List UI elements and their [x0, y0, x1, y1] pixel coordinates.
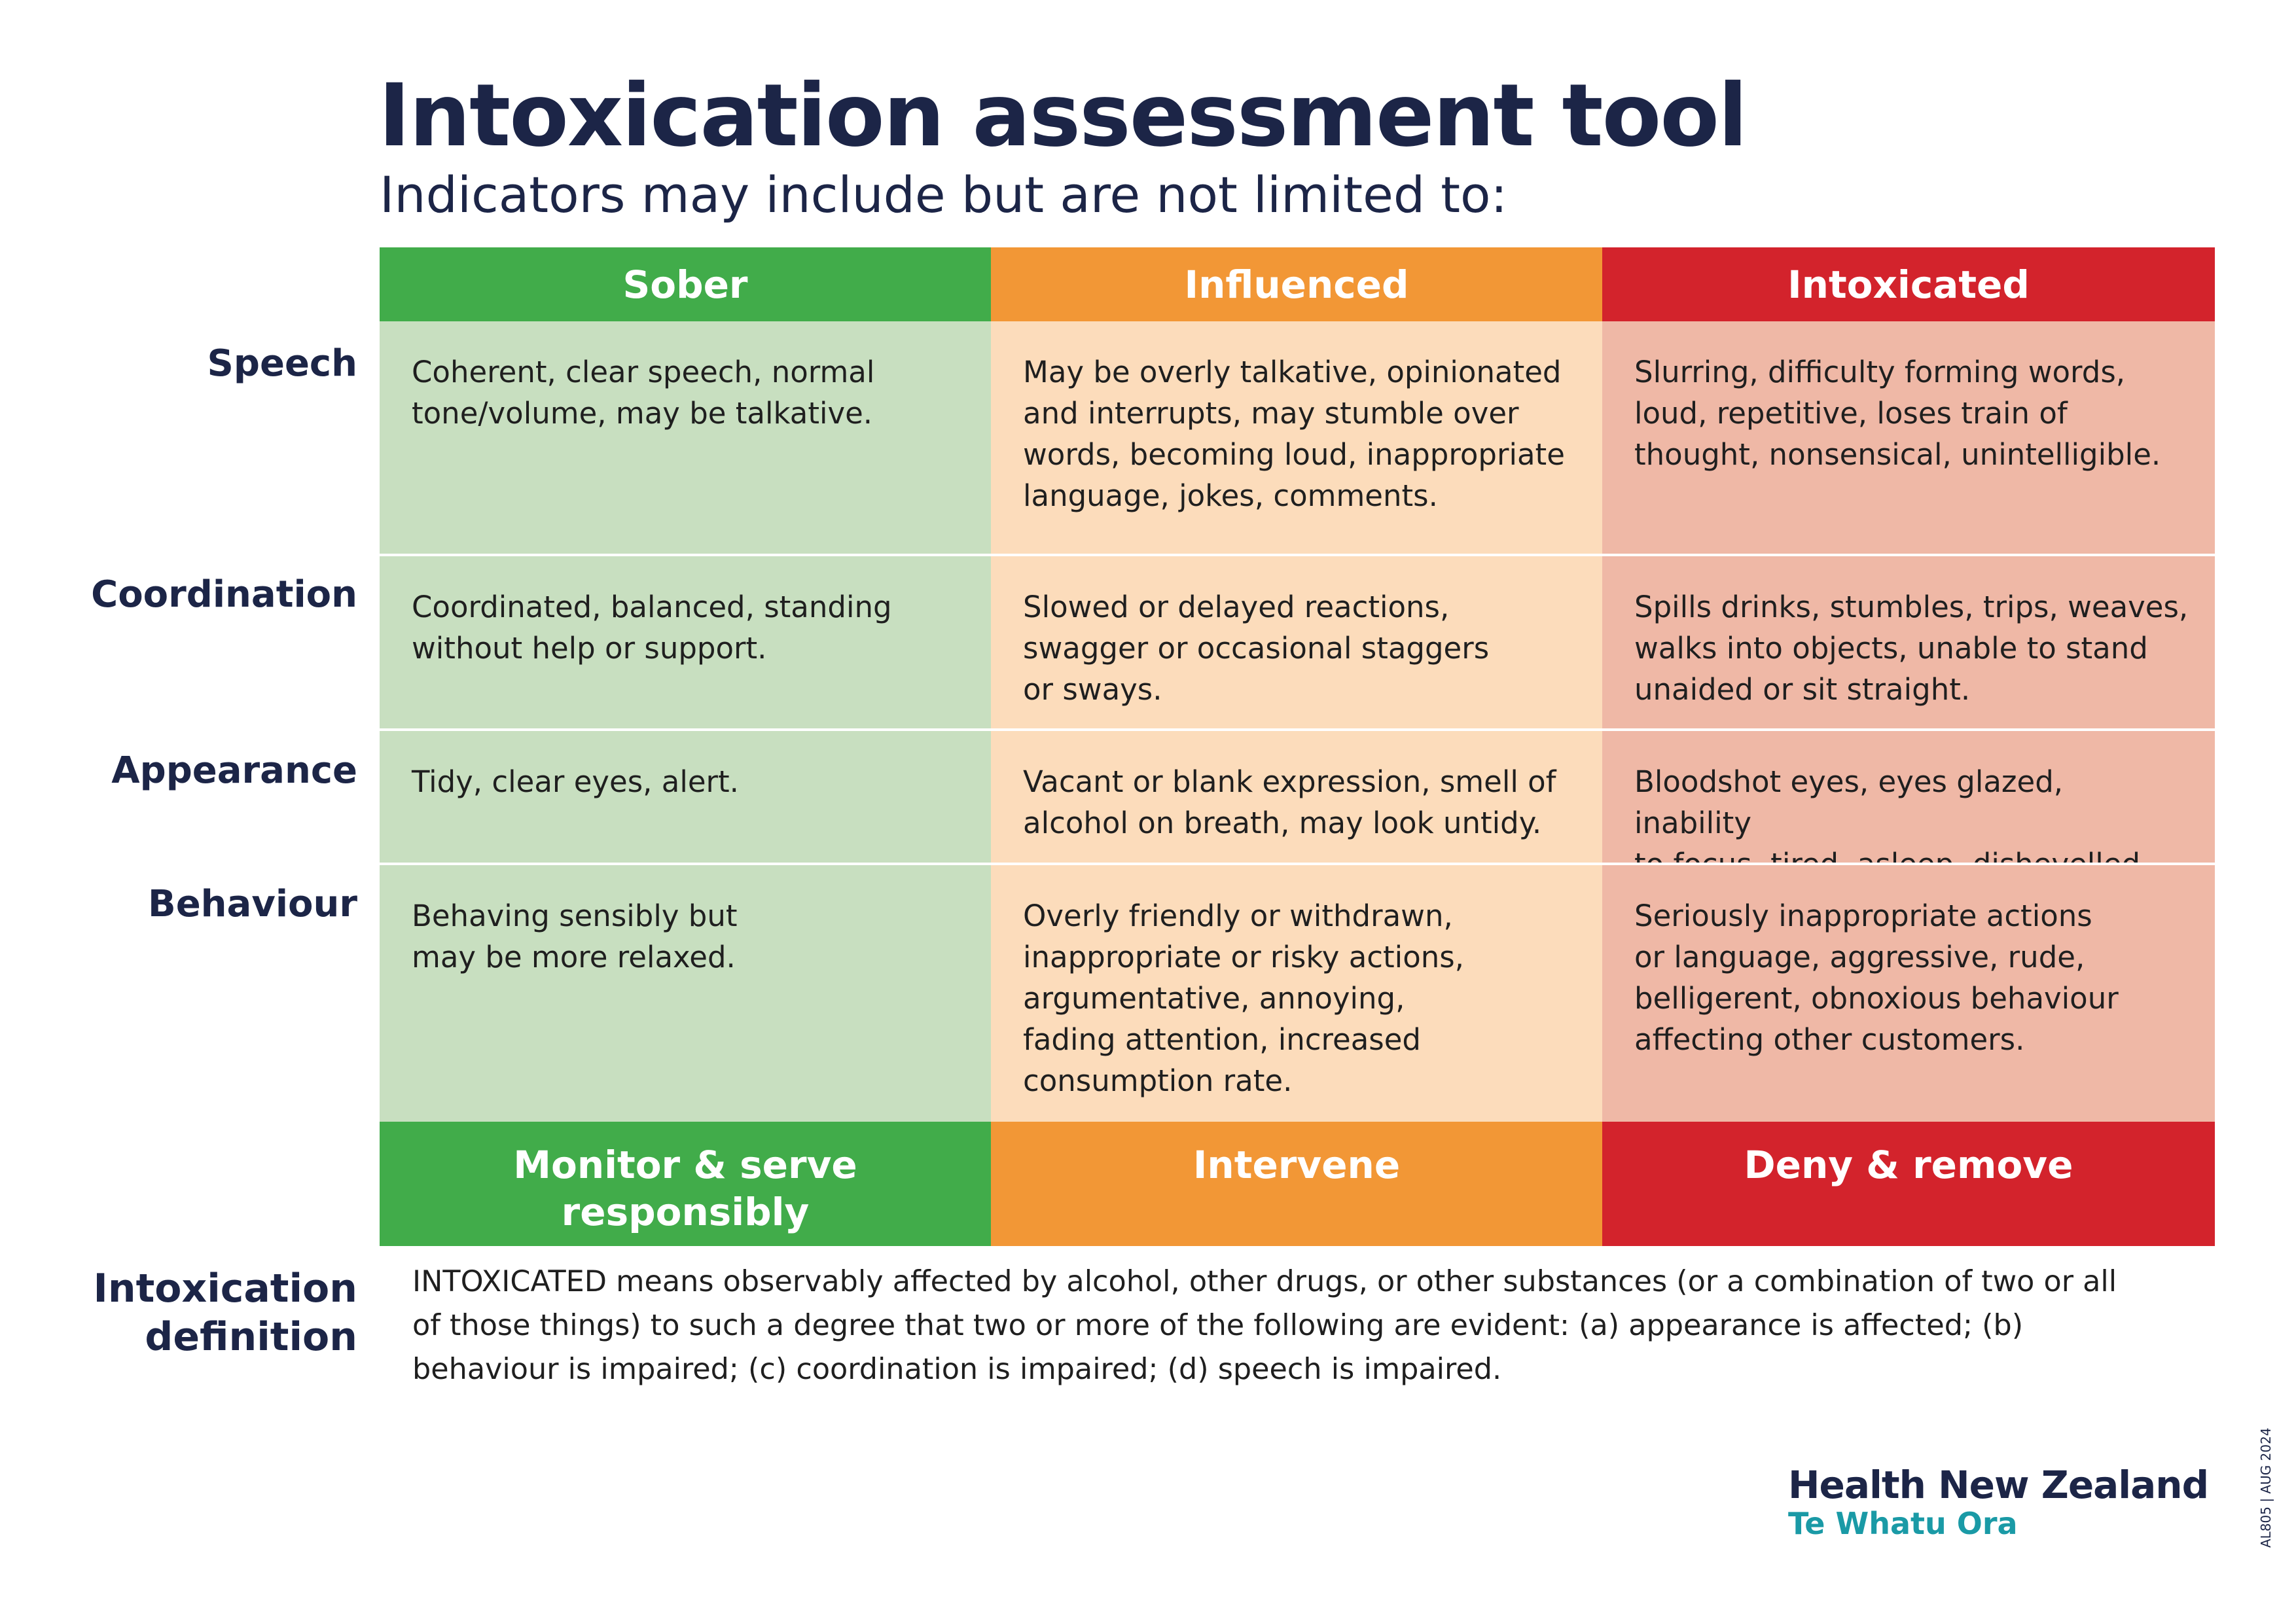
cell-behaviour-sober: Behaving sensibly but may be more relaxed.: [380, 863, 991, 1122]
cell-coordination-sober: Coordinated, balanced, standing without help or support.: [380, 554, 991, 728]
cell-appearance-sober: Tidy, clear eyes, alert.: [380, 728, 991, 863]
row-label-appearance: Appearance: [111, 749, 357, 792]
cell-behaviour-intoxicated: Seriously inappropriate actions or language, aggressive, rude, belligerent, obnoxious behaviour affecting other customers.: [1602, 863, 2215, 1122]
health-nz-logo: [1788, 1463, 2208, 1541]
row-label-coordination: Coordination: [91, 573, 357, 616]
action-intervene: Intervene: [991, 1122, 1602, 1246]
column-header-intoxicated: Intoxicated: [1602, 247, 2215, 321]
definition-text: INTOXICATED means observably affected by alcohol, other drugs, or other substances (or a combination of two or all of those things) to such a degree that two or more of the following are evident: (a) appearance is affected; (b) behaviour is impaired; (c) coordination is impaired; (d) speech is impaired.: [412, 1265, 2117, 1386]
definition-label-line2: definition: [145, 1314, 357, 1360]
cell-speech-sober: Coherent, clear speech, normal tone/volume, may be talkative.: [380, 321, 991, 554]
page-title: Intoxication assessment tool: [378, 65, 1747, 166]
cell-appearance-intoxicated: Bloodshot eyes, eyes glazed, inability: [1602, 728, 2215, 863]
cell-behaviour-influenced: Overly friendly or withdrawn, inappropriate or risky actions, argumentative, annoying, fading attention, increased consumption rate.: [991, 863, 1602, 1122]
action-monitor-serve: Monitor & serve responsibly: [380, 1122, 991, 1246]
row-label-speech: Speech: [207, 342, 357, 385]
cell-coordination-influenced: Slowed or delayed reactions, swagger or occasional staggers or sways.: [991, 554, 1602, 728]
definition-label: [94, 1264, 357, 1361]
column-header-sober: Sober: [380, 247, 991, 321]
cell-speech-intoxicated: Slurring, difficulty forming words, loud, repetitive, loses train of thought, nonsensical, unintelligible.: [1602, 321, 2215, 554]
action-deny-remove: Deny & remove: [1602, 1122, 2215, 1246]
definition-label-line1: Intoxication: [93, 1266, 357, 1311]
cell-coordination-intoxicated: Spills drinks, stumbles, trips, weaves, walks into objects, unable to stand unaided or sit straight.: [1602, 554, 2215, 728]
logo-main-text: Health New Zealand: [1788, 1463, 2209, 1507]
page-subtitle: Indicators may include but are not limited to:: [380, 166, 1508, 224]
assessment-table: [380, 247, 2215, 1246]
logo-sub-text: Te Whatu Ora: [1788, 1506, 2018, 1541]
document-code: AL805 | AUG 2024: [2258, 1427, 2274, 1548]
column-header-influenced: Influenced: [991, 247, 1602, 321]
cell-appearance-influenced: Vacant or blank expression, smell of alcohol on breath, may look untidy.: [991, 728, 1602, 863]
cell-speech-influenced: May be overly talkative, opinionated and interrupts, may stumble over words, becoming loud, inappropriate language, jokes, comments.: [991, 321, 1602, 554]
row-label-behaviour: Behaviour: [148, 883, 357, 925]
